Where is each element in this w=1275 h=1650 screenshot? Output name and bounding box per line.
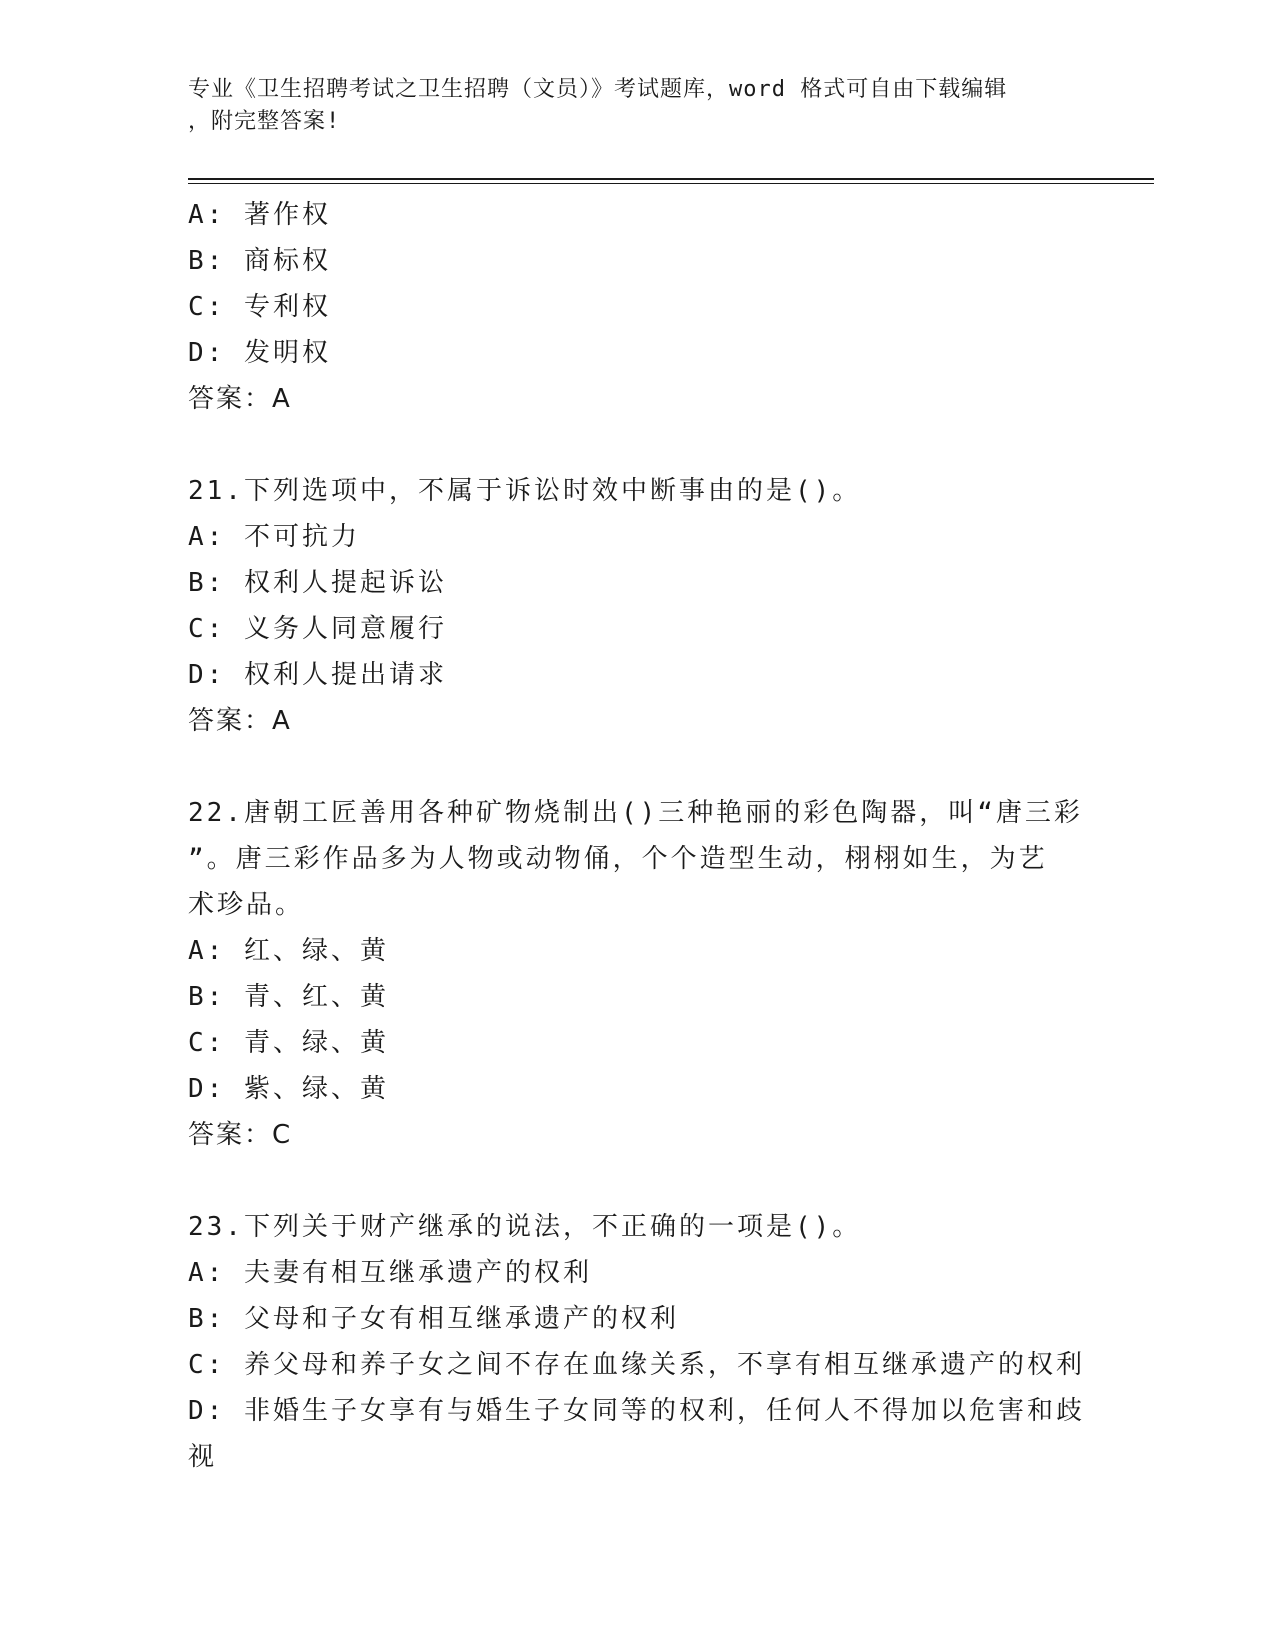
question-list xyxy=(188,192,1088,1480)
option-d-line-1: D: 非婚生子女享有与婚生子女同等的权利，任何人不得加以危害和歧 xyxy=(188,1396,1085,1426)
answer-label: 答案：C xyxy=(188,1120,293,1150)
question-text: 21.下列选项中，不属于诉讼时效中断事由的是()。 xyxy=(188,476,862,506)
option-a: A: 不可抗力 xyxy=(188,522,360,552)
option-c: C: 专利权 xyxy=(188,292,331,322)
option-b: B: 青、红、黄 xyxy=(188,982,389,1012)
option-a: A: 夫妻有相互继承遗产的权利 xyxy=(188,1258,592,1288)
question-text-line-3: 术珍品。 xyxy=(188,890,305,920)
header-divider-thick xyxy=(188,178,1154,180)
document-header xyxy=(188,74,1088,138)
option-a: A: 红、绿、黄 xyxy=(188,936,389,966)
question-21 xyxy=(188,468,1088,744)
question-20-options xyxy=(188,192,1088,422)
option-a: A: 著作权 xyxy=(188,200,331,230)
option-d: D: 紫、绿、黄 xyxy=(188,1074,389,1104)
option-c: C: 义务人同意履行 xyxy=(188,614,447,644)
answer-label: 答案：A xyxy=(188,706,292,736)
option-c: C: 养父母和养子女之间不存在血缘关系，不享有相互继承遗产的权利 xyxy=(188,1350,1085,1380)
option-b: B: 商标权 xyxy=(188,246,331,276)
question-text-line-1: 22.唐朝工匠善用各种矿物烧制出()三种艳丽的彩色陶器，叫“唐三彩 xyxy=(188,798,1083,828)
option-d: D: 权利人提出请求 xyxy=(188,660,447,690)
option-b: B: 权利人提起诉讼 xyxy=(188,568,447,598)
header-divider-thin xyxy=(188,183,1154,184)
option-c: C: 青、绿、黄 xyxy=(188,1028,389,1058)
header-line-2: ，附完整答案! xyxy=(188,109,341,134)
question-23 xyxy=(188,1204,1088,1480)
header-line-1: 专业《卫生招聘考试之卫生招聘（文员）》考试题库，word 格式可自由下载编辑 xyxy=(188,77,1008,102)
question-text: 23.下列关于财产继承的说法，不正确的一项是()。 xyxy=(188,1212,862,1242)
answer-label: 答案：A xyxy=(188,384,292,414)
option-d-line-2: 视 xyxy=(188,1442,218,1472)
question-22 xyxy=(188,790,1088,1158)
option-b: B: 父母和子女有相互继承遗产的权利 xyxy=(188,1304,679,1334)
option-d: D: 发明权 xyxy=(188,338,331,368)
question-text-line-2: ”。唐三彩作品多为人物或动物俑，个个造型生动，栩栩如生，为艺 xyxy=(188,844,1048,874)
